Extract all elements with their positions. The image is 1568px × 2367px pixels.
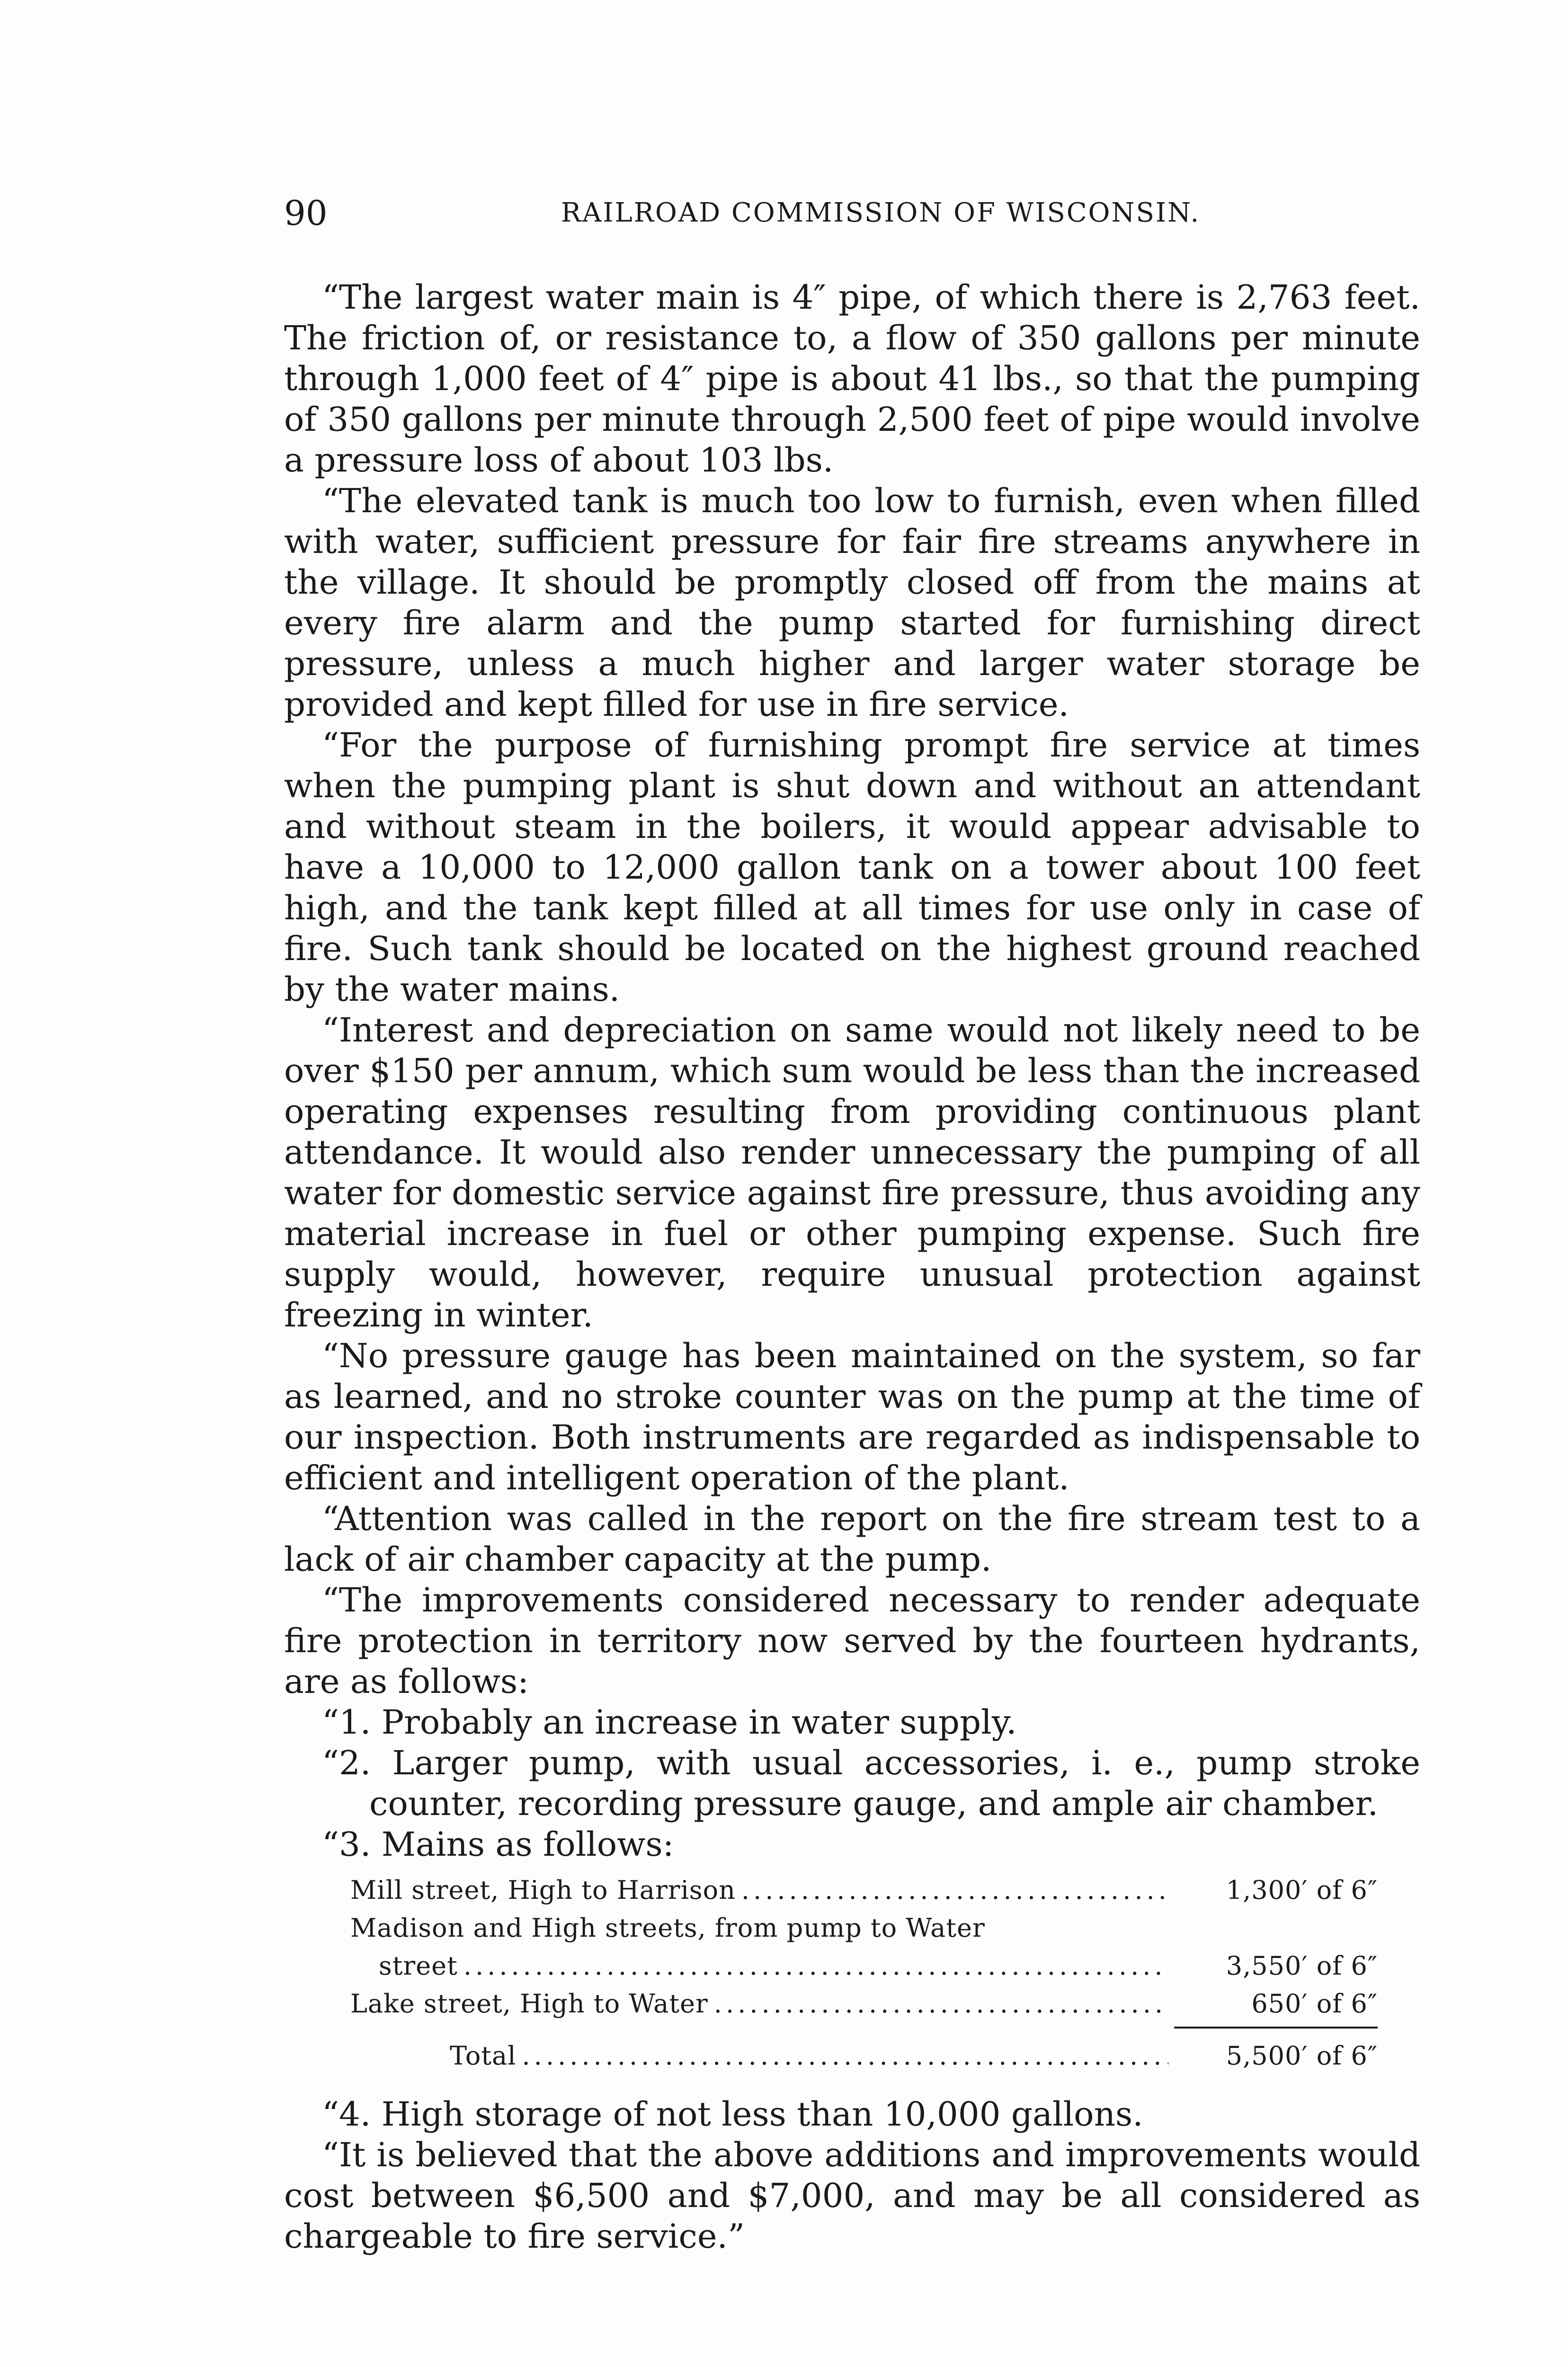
mains-row-label: Lake street, High to Water	[350, 1989, 708, 2019]
page-number: 90	[284, 193, 328, 233]
running-head: RAILROAD COMMISSION OF WISCONSIN.	[561, 197, 1201, 228]
paragraph-fire-service-tank: “For the purpose of furnishing prompt fire service at times when the pumping plant is shut down and without an attendant and without steam in the boilers, it would appear advisable to have a 10,000 to 12,000 gallon tank on a tower about 100 feet high, and the tank kept filled at all times for use only in case of fire. Such tank should be located on the highest ground reached by the water mains.	[284, 726, 1420, 1009]
mains-row-value: 1,300′ of 6″	[1226, 1875, 1378, 1905]
paragraph-water-main: “The largest water main is 4″ pipe, of which there is 2,763 feet. The friction of, or resistance to, a flow of 350 gallons per minute through 1,000 feet of 4″ pipe is about 41 lbs., so that the pumping of 350 gallons per minute through 2,500 feet of pipe would involve a pressure loss of about 103 lbs.	[284, 278, 1420, 480]
paragraph-improvements: “The improvements considered necessary to render adequate fire protection in territory now served by the fourteen hydrants, are as follows:	[284, 1581, 1420, 1701]
list-item-larger-pump: “2. Larger pump, with usual accessories, i. e., pump stroke counter, recording pressure gauge, and ample air chamber.	[322, 1744, 1420, 1823]
paragraph-air-chamber: “Attention was called in the report on the fire stream test to a lack of air chamber capacity at the pump.	[284, 1499, 1420, 1579]
mains-row-label: Mill street, High to Harrison	[350, 1875, 736, 1905]
list-item-mains: “3. Mains as follows:	[322, 1825, 674, 1864]
leader-dots	[463, 1947, 1168, 1985]
list-item-water-supply: “1. Probably an increase in water supply.	[322, 1703, 1017, 1742]
mains-table	[350, 1871, 1378, 2075]
leader-dots	[741, 1871, 1168, 1909]
mains-row-label: Madison and High streets, from pump to Water	[350, 1913, 985, 1943]
leader-dots	[714, 1985, 1168, 2023]
mains-total-value: 5,500′ of 6″	[1226, 2041, 1378, 2071]
list-item-high-storage: “4. High storage of not less than 10,000 gallons.	[322, 2095, 1143, 2134]
mains-total-label: Total	[450, 2041, 517, 2071]
mains-row-label-continued: street	[379, 1951, 458, 1981]
page-header	[284, 187, 1430, 239]
mains-row-total	[350, 2037, 1378, 2075]
mains-row-value: 3,550′ of 6″	[1226, 1951, 1378, 1981]
paragraph-elevated-tank: “The elevated tank is much too low to furnish, even when filled with water, sufficient pressure for fair fire streams anywhere in the village. It should be promptly closed off from the mains at every fire alarm and the pump started for furnishing direct pressure, unless a much higher and larger water storage be provided and kept filled for use in fire service.	[284, 481, 1420, 724]
paragraph-cost-estimate: “It is believed that the above additions and improvements would cost between $6,500 and $7,000, and may be all considered as chargeable to fire service.”	[284, 2136, 1420, 2256]
mains-row-madison-line1	[350, 1909, 1378, 1947]
paragraph-interest-depreciation: “Interest and depreciation on same would not likely need to be over $150 per annum, which sum would be less than the increased operating expenses resulting from providing continuous plant attendance. It would also render unnecessary the pumping of all water for domestic service against fire pressure, thus avoiding any material increase in fuel or other pumping expense. Such fire supply would, however, require unusual protection against freezing in winter.	[284, 1011, 1420, 1335]
leader-dots	[522, 2037, 1168, 2075]
mains-row-value: 650′ of 6″	[1251, 1989, 1378, 2019]
page-body	[284, 277, 1420, 2257]
total-rule	[1174, 2027, 1378, 2029]
mains-row-madison-line2	[350, 1947, 1378, 1985]
mains-row-lake-street	[350, 1985, 1378, 2023]
mains-row-mill-street	[350, 1871, 1378, 1909]
paragraph-pressure-gauge: “No pressure gauge has been maintained on the system, so far as learned, and no stroke counter was on the pump at the time of our inspection. Both instruments are regarded as indispensable to efficient and intelligent operation of the plant.	[284, 1336, 1420, 1497]
